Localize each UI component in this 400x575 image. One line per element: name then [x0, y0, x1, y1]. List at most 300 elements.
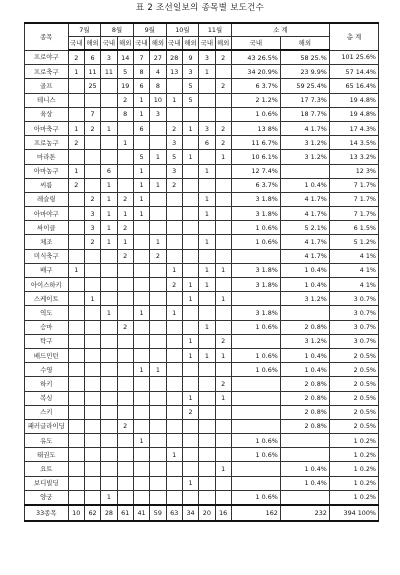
sport-name: 유도: [25, 434, 69, 448]
total-cell: 63: [166, 505, 182, 521]
month-count-cell: 1: [166, 448, 182, 462]
subtotal-cell: 1 0.4%: [280, 278, 329, 292]
subtotal-cell: 23 9.9%: [280, 65, 329, 79]
month-count-cell: [133, 490, 149, 505]
month-count-cell: [166, 434, 182, 448]
month-count-cell: 11: [101, 65, 117, 79]
month-count-cell: [182, 164, 198, 178]
month-count-cell: [101, 462, 117, 476]
month-count-cell: [117, 363, 133, 377]
month-count-cell: [199, 334, 215, 348]
month-count-cell: [150, 348, 166, 362]
subtotal-cell: 3 1.8%: [231, 207, 280, 221]
subtotal-cell: 1 0.6%: [231, 320, 280, 334]
month-count-cell: [101, 249, 117, 263]
month-count-cell: [182, 363, 198, 377]
month-count-cell: 3: [166, 136, 182, 150]
month-count-cell: [215, 405, 231, 419]
month-count-cell: [101, 391, 117, 405]
month-count-cell: 1: [133, 107, 149, 121]
subtotal-cell: 1 0.4%: [280, 462, 329, 476]
month-count-cell: 2: [68, 136, 84, 150]
month-count-cell: [101, 434, 117, 448]
month-count-cell: [182, 419, 198, 433]
month-count-cell: [117, 348, 133, 362]
table-row: [25, 278, 379, 292]
month-count-cell: [166, 207, 182, 221]
subtotal-cell: 3 0.7%: [329, 320, 378, 334]
sport-name: 패러글라이딩: [25, 419, 69, 433]
header-foreign: 해외: [215, 37, 231, 51]
table-row: [25, 434, 379, 448]
subtotal-cell: 2 0.5%: [329, 363, 378, 377]
sport-name: 육상: [25, 107, 69, 121]
month-count-cell: 6: [133, 79, 149, 93]
month-count-cell: 3: [84, 221, 100, 235]
month-count-cell: 1: [199, 65, 215, 79]
month-count-cell: 2: [68, 50, 84, 65]
month-count-cell: [84, 377, 100, 391]
month-count-cell: [215, 490, 231, 505]
table-row: [25, 192, 379, 206]
month-count-cell: 1: [199, 320, 215, 334]
month-count-cell: 3: [150, 107, 166, 121]
table-row: [25, 419, 379, 433]
month-count-cell: [133, 348, 149, 362]
month-count-cell: 3: [166, 164, 182, 178]
month-count-cell: [166, 462, 182, 476]
month-count-cell: 1: [101, 490, 117, 505]
month-count-cell: 1: [68, 263, 84, 277]
month-count-cell: [133, 391, 149, 405]
month-count-cell: [215, 448, 231, 462]
month-count-cell: 2: [117, 93, 133, 107]
month-count-cell: 27: [150, 50, 166, 65]
month-count-cell: [166, 79, 182, 93]
month-count-cell: 2: [84, 192, 100, 206]
month-count-cell: 1: [215, 292, 231, 306]
month-count-cell: [117, 164, 133, 178]
subtotal-cell: 1 0.6%: [231, 221, 280, 235]
header-subtotal: 소 계: [231, 23, 329, 37]
month-count-cell: [215, 221, 231, 235]
month-count-cell: 3: [199, 50, 215, 65]
month-count-cell: 1: [215, 263, 231, 277]
table-row: [25, 121, 379, 135]
month-count-cell: [117, 334, 133, 348]
month-count-cell: [101, 334, 117, 348]
month-count-cell: [166, 419, 182, 433]
month-count-cell: 4: [150, 65, 166, 79]
month-count-cell: [68, 107, 84, 121]
month-count-cell: [84, 278, 100, 292]
month-count-cell: [68, 320, 84, 334]
month-count-cell: [166, 292, 182, 306]
table-row: [25, 334, 379, 348]
month-count-cell: 1: [150, 235, 166, 249]
subtotal-cell: 1 0.2%: [329, 462, 378, 476]
subtotal-cell: [280, 306, 329, 320]
month-count-cell: [101, 150, 117, 164]
month-count-cell: [101, 107, 117, 121]
month-count-cell: [117, 448, 133, 462]
month-count-cell: [133, 334, 149, 348]
subtotal-cell: 2 1.2%: [231, 93, 280, 107]
header-total: 총 계: [329, 23, 378, 50]
month-count-cell: [199, 462, 215, 476]
month-count-cell: 1: [133, 93, 149, 107]
month-count-cell: [199, 405, 215, 419]
subtotal-cell: 18 7.7%: [280, 107, 329, 121]
month-count-cell: 1: [133, 178, 149, 192]
header-domestic: 국내: [68, 37, 84, 51]
month-count-cell: [150, 391, 166, 405]
month-count-cell: [101, 448, 117, 462]
month-count-cell: [68, 476, 84, 490]
table-row: [25, 391, 379, 405]
subtotal-cell: 4 1%: [329, 278, 378, 292]
subtotal-cell: 1 0.2%: [329, 434, 378, 448]
month-count-cell: 1: [133, 434, 149, 448]
table-row: [25, 476, 379, 490]
month-count-cell: [133, 377, 149, 391]
table-row: [25, 50, 379, 65]
month-count-cell: [150, 136, 166, 150]
month-count-cell: [215, 249, 231, 263]
subtotal-cell: 12 7.4%: [231, 164, 280, 178]
month-count-cell: 1: [182, 334, 198, 348]
table-row: [25, 263, 379, 277]
month-count-cell: 1: [199, 207, 215, 221]
subtotal-cell: 3 1.8%: [231, 192, 280, 206]
sport-name: 골프: [25, 79, 69, 93]
month-count-cell: [101, 476, 117, 490]
month-count-cell: [166, 320, 182, 334]
month-count-cell: [150, 320, 166, 334]
month-count-cell: [182, 462, 198, 476]
month-count-cell: [166, 107, 182, 121]
table-row: [25, 292, 379, 306]
month-count-cell: [101, 278, 117, 292]
month-count-cell: [150, 263, 166, 277]
month-count-cell: 1: [133, 306, 149, 320]
header-month-sep: 9월: [133, 23, 166, 37]
month-count-cell: 2: [84, 235, 100, 249]
month-count-cell: 1: [117, 235, 133, 249]
month-count-cell: [117, 292, 133, 306]
month-count-cell: [68, 334, 84, 348]
month-count-cell: [166, 334, 182, 348]
month-count-cell: [182, 221, 198, 235]
subtotal-cell: 3 0.7%: [329, 306, 378, 320]
month-count-cell: [215, 207, 231, 221]
month-count-cell: [68, 221, 84, 235]
table-row: [25, 320, 379, 334]
month-count-cell: 2: [68, 178, 84, 192]
header-sport: 종목: [25, 23, 69, 50]
month-count-cell: [117, 377, 133, 391]
sport-name: 체조: [25, 235, 69, 249]
month-count-cell: 1: [150, 178, 166, 192]
subtotal-cell: 1 0.4%: [280, 363, 329, 377]
month-count-cell: [117, 405, 133, 419]
sport-name: 배드민턴: [25, 348, 69, 362]
month-count-cell: [101, 419, 117, 433]
subtotal-cell: 3 0.7%: [329, 292, 378, 306]
subtotal-cell: 1 0.2%: [329, 476, 378, 490]
month-count-cell: [84, 178, 100, 192]
month-count-cell: [199, 79, 215, 93]
month-count-cell: 14: [117, 50, 133, 65]
month-count-cell: [215, 178, 231, 192]
subtotal-cell: 10 6.1%: [231, 150, 280, 164]
month-count-cell: 6: [133, 121, 149, 135]
month-count-cell: [215, 306, 231, 320]
subtotal-cell: 1 0.6%: [231, 107, 280, 121]
month-count-cell: [133, 292, 149, 306]
header-domestic: 국내: [133, 37, 149, 51]
month-count-cell: [84, 462, 100, 476]
subtotal-cell: 1 0.4%: [280, 263, 329, 277]
month-count-cell: [199, 93, 215, 107]
subtotal-cell: [231, 419, 280, 433]
month-count-cell: [84, 348, 100, 362]
month-count-cell: [101, 263, 117, 277]
month-count-cell: [133, 419, 149, 433]
month-count-cell: [68, 150, 84, 164]
month-count-cell: [215, 235, 231, 249]
subtotal-cell: 2 0.5%: [329, 348, 378, 362]
month-count-cell: 2: [215, 136, 231, 150]
month-count-cell: 1: [84, 292, 100, 306]
month-count-cell: [84, 391, 100, 405]
month-count-cell: [199, 150, 215, 164]
subtotal-cell: [280, 490, 329, 505]
month-count-cell: [84, 249, 100, 263]
month-count-cell: [182, 235, 198, 249]
sport-name: 스키: [25, 405, 69, 419]
month-count-cell: 1: [150, 150, 166, 164]
month-count-cell: [150, 490, 166, 505]
month-count-cell: 1: [101, 221, 117, 235]
sport-name: 태권도: [25, 448, 69, 462]
month-count-cell: [68, 391, 84, 405]
month-count-cell: 8: [150, 79, 166, 93]
subtotal-cell: 6 3.7%: [231, 178, 280, 192]
sport-name: 스케이트: [25, 292, 69, 306]
subtotal-cell: [280, 448, 329, 462]
month-count-cell: 2: [215, 334, 231, 348]
subtotal-cell: [231, 249, 280, 263]
month-count-cell: [182, 178, 198, 192]
month-count-cell: [133, 136, 149, 150]
month-count-cell: 1: [166, 306, 182, 320]
sport-name: 보디빌딩: [25, 476, 69, 490]
total-row: [25, 505, 379, 521]
table-row: [25, 249, 379, 263]
month-count-cell: [150, 419, 166, 433]
subtotal-cell: 3 1.2%: [280, 334, 329, 348]
month-count-cell: 1: [68, 164, 84, 178]
subtotal-cell: 1 0.6%: [231, 490, 280, 505]
month-count-cell: 1: [199, 263, 215, 277]
month-count-cell: [68, 278, 84, 292]
month-count-cell: [215, 434, 231, 448]
subtotal-cell: 19 4.8%: [329, 107, 378, 121]
sport-name: 싸이클: [25, 221, 69, 235]
month-count-cell: 19: [117, 79, 133, 93]
coverage-table-wrapper: [24, 22, 379, 522]
month-count-cell: 11: [84, 65, 100, 79]
month-count-cell: 1: [133, 363, 149, 377]
header-foreign: 해외: [150, 37, 166, 51]
month-count-cell: [215, 363, 231, 377]
month-count-cell: [166, 490, 182, 505]
month-count-cell: [84, 490, 100, 505]
subtotal-cell: 57 14.4%: [329, 65, 378, 79]
total-cell: 59: [150, 505, 166, 521]
table-row: [25, 363, 379, 377]
month-count-cell: [68, 79, 84, 93]
month-count-cell: [199, 419, 215, 433]
month-count-cell: [84, 334, 100, 348]
month-count-cell: 2: [166, 178, 182, 192]
month-count-cell: [150, 207, 166, 221]
month-count-cell: [68, 348, 84, 362]
table-body: [25, 50, 379, 505]
subtotal-cell: 7 1.7%: [329, 207, 378, 221]
month-count-cell: 1: [101, 192, 117, 206]
month-count-cell: [182, 107, 198, 121]
header-month-aug: 8월: [101, 23, 134, 37]
month-count-cell: 1: [101, 235, 117, 249]
subtotal-cell: [231, 476, 280, 490]
month-count-cell: 1: [199, 164, 215, 178]
sport-name: 수영: [25, 363, 69, 377]
month-count-cell: [199, 448, 215, 462]
sport-name: 복싱: [25, 391, 69, 405]
sport-name: 프로야구: [25, 50, 69, 65]
month-count-cell: [182, 377, 198, 391]
month-count-cell: 2: [150, 249, 166, 263]
subtotal-cell: 1 0.2%: [329, 490, 378, 505]
month-count-cell: [68, 490, 84, 505]
table-row: [25, 348, 379, 362]
subtotal-cell: 5 2.1%: [280, 221, 329, 235]
subtotal-cell: [231, 377, 280, 391]
month-count-cell: [166, 476, 182, 490]
month-count-cell: [84, 164, 100, 178]
table-row: [25, 136, 379, 150]
month-count-cell: [150, 192, 166, 206]
subtotal-cell: 2 0.5%: [329, 405, 378, 419]
month-count-cell: [117, 306, 133, 320]
sport-name: 아이스하키: [25, 278, 69, 292]
month-count-cell: 2: [117, 419, 133, 433]
sport-name: 양궁: [25, 490, 69, 505]
subtotal-cell: 3 1.2%: [280, 150, 329, 164]
total-cell: 20: [199, 505, 215, 521]
month-count-cell: 7: [133, 50, 149, 65]
subtotal-cell: 59 25.4%: [280, 79, 329, 93]
month-count-cell: 1: [182, 121, 198, 135]
month-count-cell: [150, 306, 166, 320]
month-count-cell: [84, 263, 100, 277]
month-count-cell: 5: [133, 150, 149, 164]
month-count-cell: 1: [133, 164, 149, 178]
subtotal-cell: 11 6.7%: [231, 136, 280, 150]
table-row: [25, 448, 379, 462]
month-count-cell: 1: [182, 391, 198, 405]
month-count-cell: 1: [215, 462, 231, 476]
month-count-cell: [215, 192, 231, 206]
subtotal-cell: 4 1.7%: [280, 192, 329, 206]
table-row: [25, 235, 379, 249]
total-cell: 232: [280, 505, 329, 521]
subtotal-cell: 4 1.7%: [280, 121, 329, 135]
month-count-cell: [215, 93, 231, 107]
table-row: [25, 306, 379, 320]
month-count-cell: [68, 93, 84, 107]
table-row: [25, 107, 379, 121]
subtotal-cell: 2 0.5%: [329, 419, 378, 433]
month-count-cell: 9: [182, 50, 198, 65]
month-count-cell: [182, 249, 198, 263]
subtotal-cell: 2 0.8%: [280, 377, 329, 391]
month-count-cell: 3: [182, 65, 198, 79]
month-count-cell: [84, 150, 100, 164]
subtotal-cell: 1 0.4%: [280, 348, 329, 362]
month-count-cell: [150, 334, 166, 348]
month-count-cell: [117, 476, 133, 490]
month-count-cell: [215, 164, 231, 178]
subtotal-cell: 6 1.5%: [329, 221, 378, 235]
subtotal-cell: [231, 405, 280, 419]
month-count-cell: 1: [117, 207, 133, 221]
subtotal-cell: 1 0.6%: [231, 348, 280, 362]
month-count-cell: [166, 377, 182, 391]
month-count-cell: 1: [117, 136, 133, 150]
subtotal-cell: 2 0.5%: [329, 377, 378, 391]
month-count-cell: [150, 448, 166, 462]
table-row: [25, 377, 379, 391]
month-count-cell: [150, 476, 166, 490]
month-count-cell: [101, 93, 117, 107]
month-count-cell: [101, 348, 117, 362]
month-count-cell: [84, 448, 100, 462]
month-count-cell: [150, 292, 166, 306]
month-count-cell: [182, 448, 198, 462]
month-count-cell: [84, 419, 100, 433]
month-count-cell: [68, 462, 84, 476]
total-cell: 10: [68, 505, 84, 521]
total-cell: 162: [231, 505, 280, 521]
month-count-cell: [182, 490, 198, 505]
subtotal-cell: 2 0.8%: [280, 405, 329, 419]
month-count-cell: [117, 391, 133, 405]
month-count-cell: [166, 391, 182, 405]
table-caption: 표 2 조선일보의 종목별 보도건수: [135, 3, 265, 13]
month-count-cell: [101, 79, 117, 93]
sport-name: 아마야구: [25, 207, 69, 221]
month-count-cell: [199, 306, 215, 320]
month-count-cell: [84, 93, 100, 107]
total-row-label: 33종목: [25, 505, 69, 521]
table-row: [25, 150, 379, 164]
sport-name: 승마: [25, 320, 69, 334]
month-count-cell: 1: [166, 263, 182, 277]
month-count-cell: 1: [150, 363, 166, 377]
